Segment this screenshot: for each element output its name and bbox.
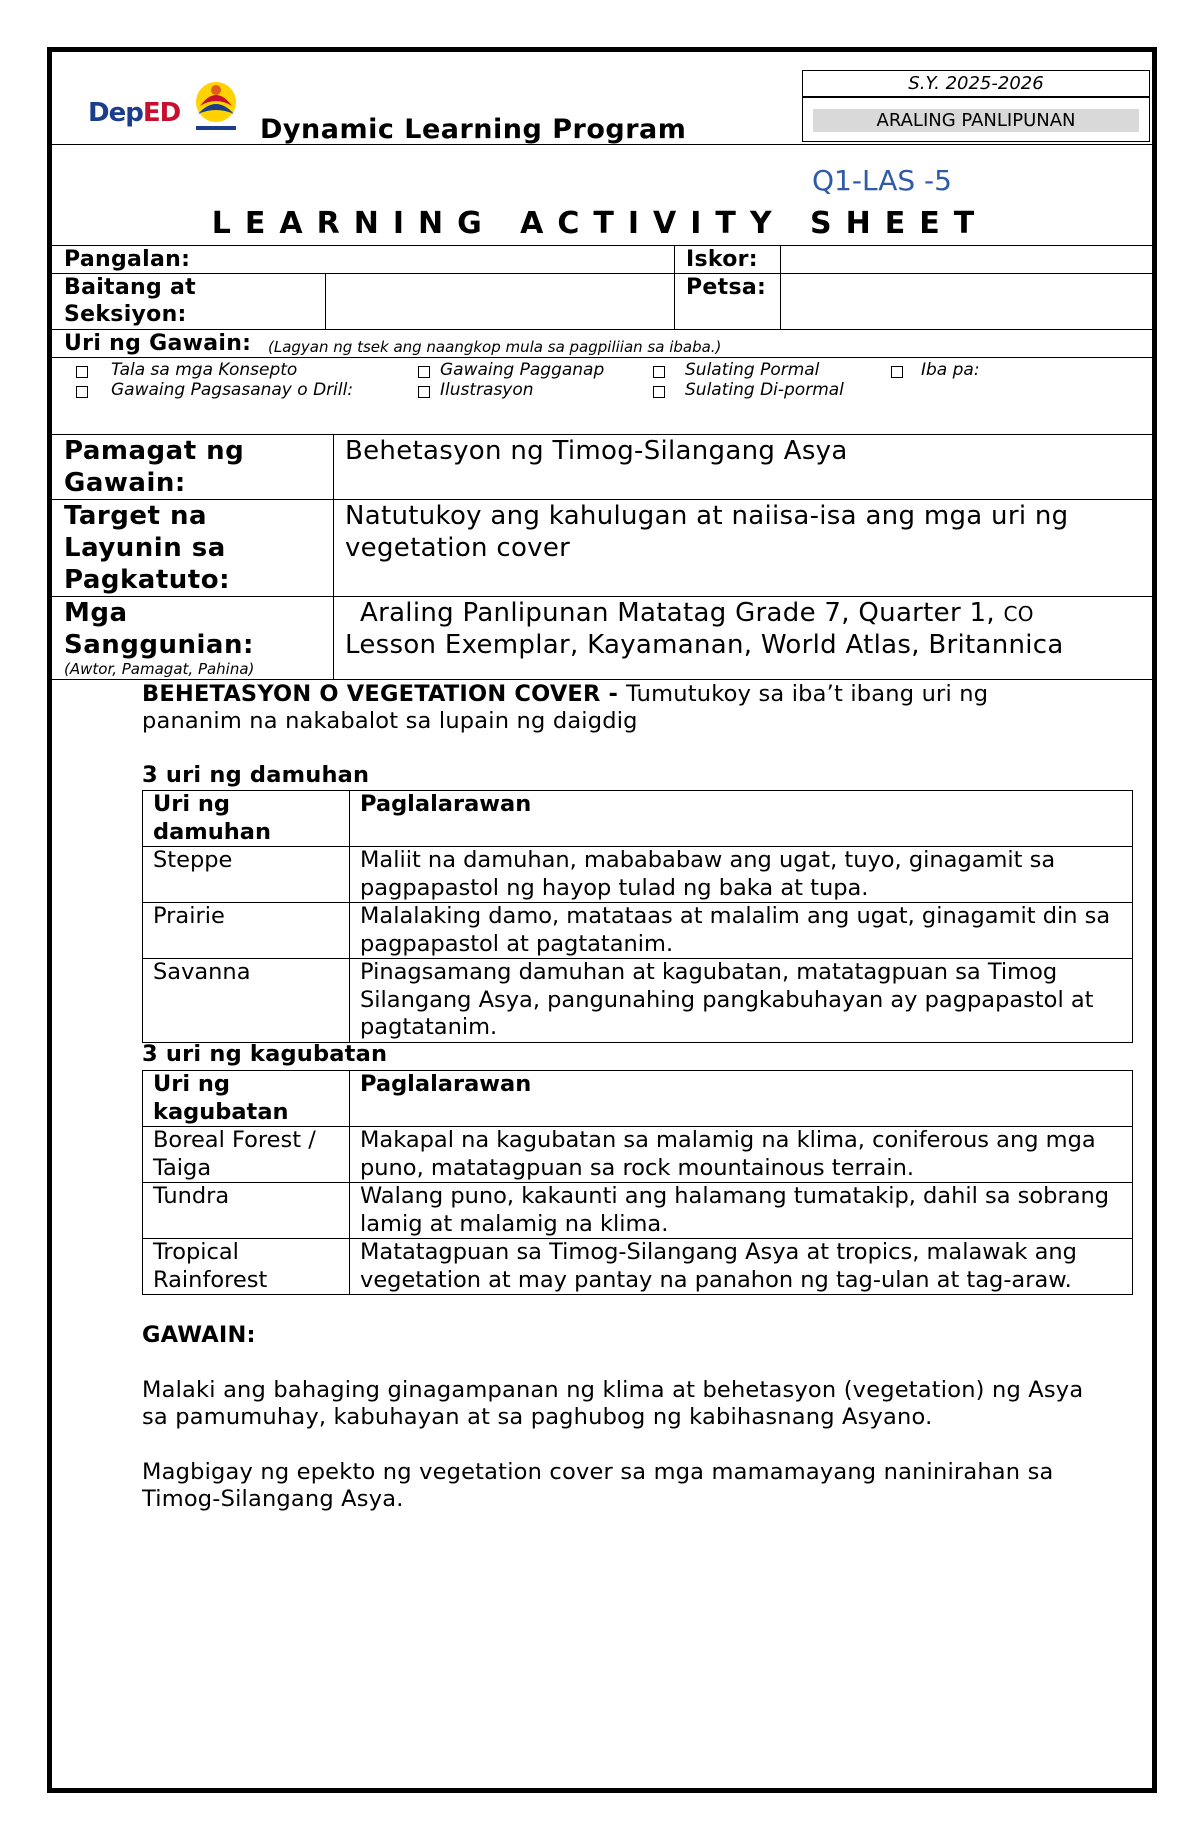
grid-line bbox=[52, 357, 1152, 358]
grass-type: Savanna bbox=[143, 959, 350, 1043]
table-row bbox=[143, 847, 1133, 903]
name-field[interactable] bbox=[194, 247, 670, 271]
grade-section-field[interactable] bbox=[330, 276, 670, 326]
name-label: Pangalan: bbox=[64, 247, 191, 272]
grass-header-type: Uri ng damuhan bbox=[143, 791, 350, 847]
date-label: Petsa: bbox=[686, 275, 767, 300]
definition-text-1: Tumutukoy sa iba’t ibang uri ng bbox=[626, 681, 989, 707]
title-label-2: Gawain: bbox=[64, 468, 186, 498]
checkbox-sulating-pormal[interactable] bbox=[653, 366, 665, 378]
sheet-title: LEARNING ACTIVITY SHEET bbox=[211, 206, 989, 241]
paragraph-2-line-1: Magbigay ng epekto ng vegetation cover sa mga mamamayang naninirahan sa bbox=[142, 1459, 1054, 1485]
sources-value-1 bbox=[360, 597, 1034, 630]
grid-line bbox=[333, 434, 334, 679]
subject-box bbox=[802, 97, 1150, 142]
grid-line bbox=[52, 273, 1152, 274]
sources-label-1: Mga bbox=[64, 598, 128, 628]
sources-value-2: Lesson Exemplar, Kayamanan, World Atlas, Britannica bbox=[345, 630, 1064, 660]
forest-type: Tropical Rainforest bbox=[143, 1239, 350, 1295]
sources-note: (Awtor, Pamagat, Pahina) bbox=[64, 660, 255, 678]
grass-desc: Pinagsamang damuhan at kagubatan, matatagpuan sa Timog Silangang Asya, pangunahing pangkabuhayan ay pagpapastol at pagtatanim. bbox=[350, 959, 1133, 1043]
forest-desc: Makapal na kagubatan sa malamig na klima, coniferous ang mga puno, matatagpuan sa rock mountainous terrain. bbox=[350, 1127, 1133, 1183]
checkbox-gawaing-pagganap[interactable] bbox=[418, 366, 430, 378]
option-iba-pa: Iba pa: bbox=[921, 360, 980, 380]
las-code: Q1-LAS -5 bbox=[812, 164, 952, 197]
grass-desc: Malalaking damo, matataas at malalim ang ugat, ginagamit din sa pagpapastol at pagtatanim. bbox=[350, 903, 1133, 959]
definition-line-2: pananim na nakabalot sa lupain ng daigdig bbox=[142, 708, 638, 734]
forest-header-type: Uri ng kagubatan bbox=[143, 1071, 350, 1127]
grass-header-desc: Paglalarawan bbox=[350, 791, 1133, 847]
sources-value-1b: CO bbox=[1003, 602, 1034, 626]
grid-line bbox=[674, 245, 675, 329]
paragraph-1-line-2: sa pamumuhay, kabuhayan at sa paghubog ng kabihasnang Asyano. bbox=[142, 1404, 933, 1430]
table-header-row bbox=[143, 791, 1133, 847]
option-drill: Gawaing Pagsasanay o Drill: bbox=[111, 380, 354, 400]
target-value-1: Natutukoy ang kahulugan at naiisa-isa ang mga uri ng bbox=[345, 501, 1069, 531]
grass-table bbox=[142, 790, 1133, 1043]
program-title: Dynamic Learning Program bbox=[260, 114, 687, 145]
activity-type-note: (Lagyan ng tsek ang naangkop mula sa pagpiliian sa ibaba.) bbox=[268, 338, 722, 356]
sources-label-2: Sanggunian: bbox=[64, 630, 254, 660]
forest-desc: Walang puno, kakaunti ang halamang tumatakip, dahil sa sobrang lamig at malamig na klima. bbox=[350, 1183, 1133, 1239]
option-gawaing-pagganap: Gawaing Pagganap bbox=[440, 360, 605, 380]
header-divider bbox=[52, 144, 1152, 145]
definition-term: BEHETASYON O VEGETATION COVER - bbox=[142, 681, 627, 707]
grass-type: Prairie bbox=[143, 903, 350, 959]
checkbox-tala[interactable] bbox=[76, 366, 88, 378]
table-row bbox=[143, 903, 1133, 959]
checkbox-iba-pa[interactable] bbox=[891, 366, 903, 378]
grass-desc: Maliit na damuhan, mabababaw ang ugat, tuyo, ginagamit sa pagpapastol ng hayop tulad ng baka at tupa. bbox=[350, 847, 1133, 903]
bagong-pilipinas-seal-icon bbox=[188, 76, 244, 136]
target-label-1: Target na bbox=[64, 501, 208, 531]
score-label: Iskor: bbox=[686, 247, 758, 272]
paragraph-1-line-1: Malaki ang bahaging ginagampanan ng klima at behetasyon (vegetation) ng Asya bbox=[142, 1377, 1084, 1403]
table-row bbox=[143, 959, 1133, 1043]
grid-line bbox=[325, 273, 326, 329]
score-field[interactable] bbox=[784, 247, 1148, 271]
title-label-1: Pamagat ng bbox=[64, 436, 245, 466]
table-row bbox=[143, 1127, 1133, 1183]
grade-label-1: Baitang at bbox=[64, 275, 196, 300]
forest-heading: 3 uri ng kagubatan bbox=[142, 1041, 388, 1067]
forest-table bbox=[142, 1070, 1133, 1295]
option-ilustrasyon: Ilustrasyon bbox=[440, 380, 534, 400]
target-value-2: vegetation cover bbox=[345, 533, 571, 563]
sources-value-1-text: Araling Panlipunan Matatag Grade 7, Quarter 1, bbox=[360, 598, 995, 628]
deped-logo: DepED bbox=[88, 98, 181, 128]
date-field[interactable] bbox=[784, 276, 1148, 326]
forest-desc: Matatagpuan sa Timog-Silangang Asya at tropics, malawak ang vegetation at may pantay na panahon ng tag-ulan at tag-araw. bbox=[350, 1239, 1133, 1295]
forest-type: Boreal Forest / Taiga bbox=[143, 1127, 350, 1183]
table-row bbox=[143, 1239, 1133, 1295]
activity-title: Behetasyon ng Timog-Silangang Asya bbox=[345, 436, 848, 466]
checkbox-drill[interactable] bbox=[76, 386, 88, 398]
definition-line-1 bbox=[142, 681, 988, 709]
grass-type: Steppe bbox=[143, 847, 350, 903]
grid-line bbox=[52, 245, 1152, 246]
grid-line bbox=[52, 679, 1152, 680]
gawain-heading: GAWAIN: bbox=[142, 1322, 256, 1348]
target-label-2: Layunin sa bbox=[64, 533, 226, 563]
checkbox-ilustrasyon[interactable] bbox=[418, 386, 430, 398]
option-sulating-pormal: Sulating Pormal bbox=[685, 360, 820, 380]
checkbox-sulating-di-pormal[interactable] bbox=[653, 386, 665, 398]
table-row bbox=[143, 1183, 1133, 1239]
grid-line bbox=[52, 329, 1152, 330]
grass-heading: 3 uri ng damuhan bbox=[142, 762, 370, 788]
grid-line bbox=[780, 245, 781, 329]
grade-label-2: Seksiyon: bbox=[64, 302, 187, 327]
option-tala: Tala sa mga Konsepto bbox=[111, 360, 298, 380]
forest-header-desc: Paglalarawan bbox=[350, 1071, 1133, 1127]
school-year: S.Y. 2025-2026 bbox=[802, 70, 1150, 97]
paragraph-2-line-2: Timog-Silangang Asya. bbox=[142, 1486, 404, 1512]
option-sulating-di-pormal: Sulating Di-pormal bbox=[685, 380, 844, 400]
activity-type-label: Uri ng Gawain: bbox=[64, 331, 252, 356]
subject-label: ARALING PANLIPUNAN bbox=[813, 109, 1139, 132]
target-label-3: Pagkatuto: bbox=[64, 565, 230, 595]
forest-type: Tundra bbox=[143, 1183, 350, 1239]
table-header-row bbox=[143, 1071, 1133, 1127]
